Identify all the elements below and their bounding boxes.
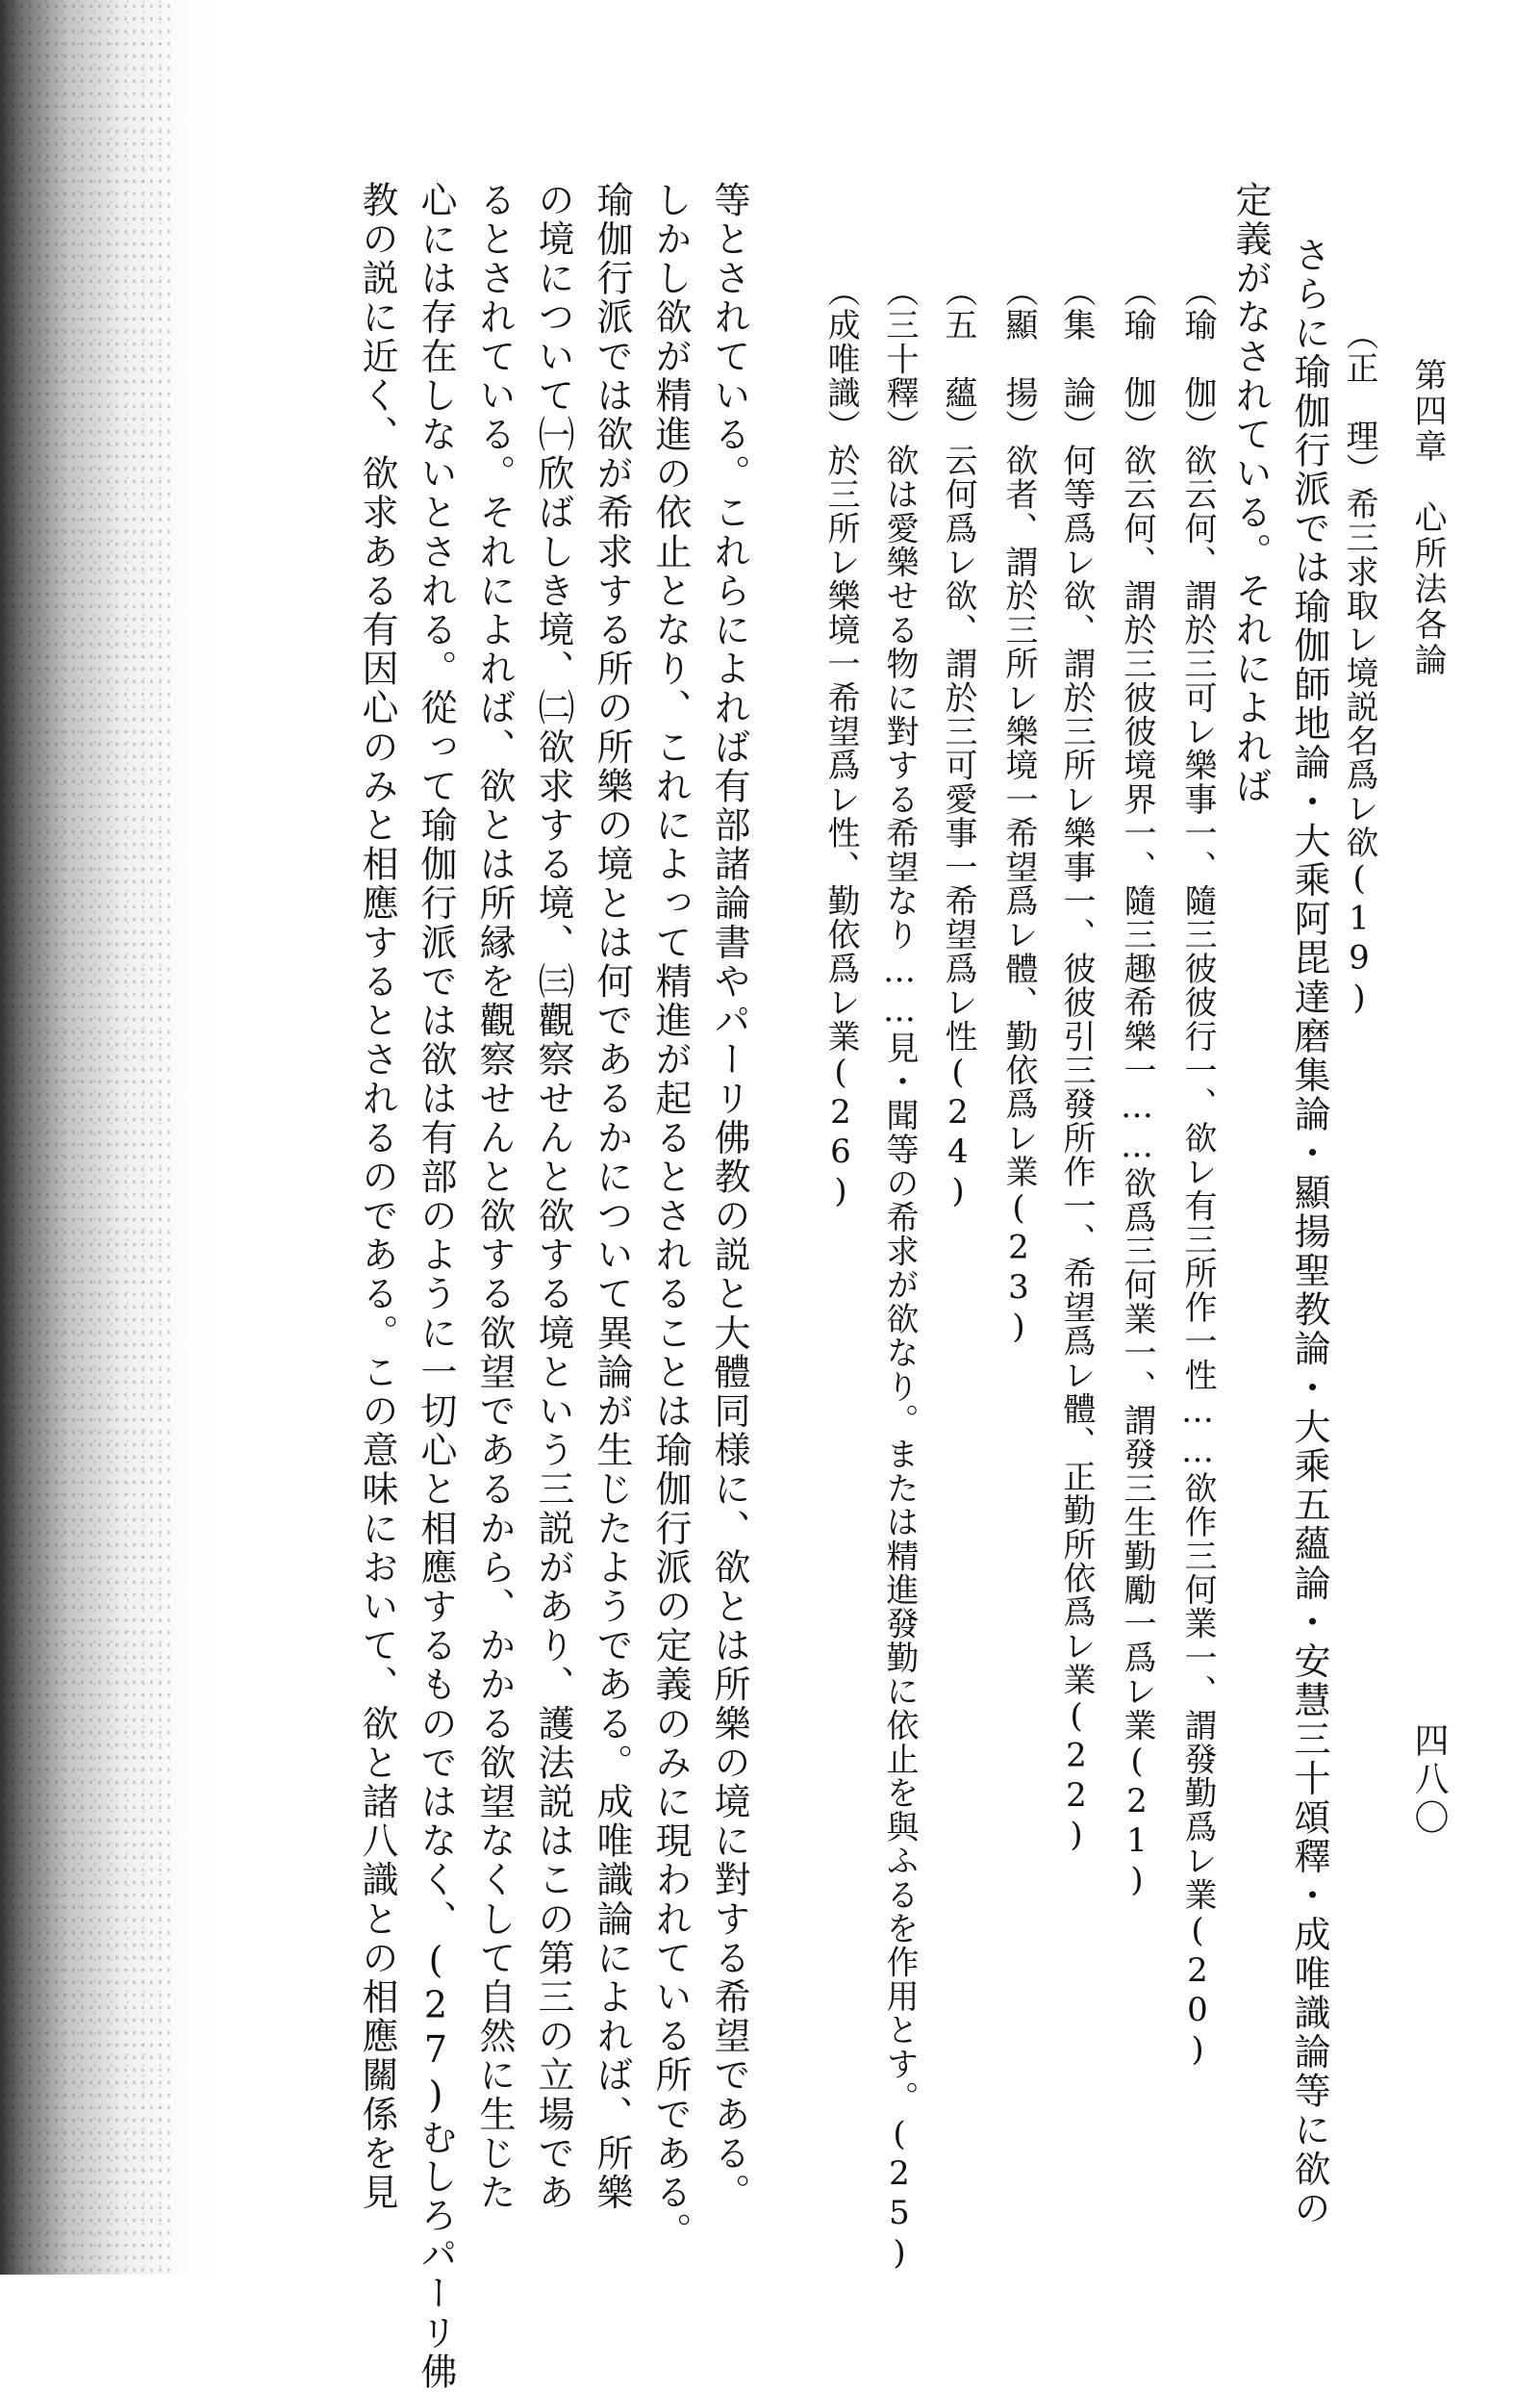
quote-line-yuqie-2: （瑜 伽）欲云何、謂於三彼彼境界一、隨三趣希樂一……欲爲三何業一、謂發三生勤勵一爲レ業(21)	[1118, 274, 1156, 1901]
scan-edge-noise	[0, 0, 173, 2275]
text-column-1: さらに瑜伽行派では瑜伽師地論・大乘阿毘達磨集論・顯揚聖教論・大乘五蘊論・安慧三十頌釋・成唯識論等に欲の	[1288, 236, 1330, 2228]
quote-line-yuqie-1: （瑜 伽）欲云何、謂於三可レ樂事一、隨三彼彼行一、欲レ有三所作一性……欲作三何業一、謂發勤爲レ業(20)	[1178, 274, 1217, 2071]
text-column-5: 瑜伽行派では欲が希求する所の所樂の境とは何であるかについて異論が生じたようである。成唯識論によれば、所樂	[591, 181, 633, 2213]
text-column-2: 定義がなされている。それによれば	[1229, 181, 1272, 806]
quote-line-chengweishi: （成唯識）於三所レ樂境一希望爲レ性、勤依爲レ業(26)	[821, 274, 860, 1212]
quote-line-xianyang: （顯 揚）欲者、謂於三所レ樂境一希望爲レ體、勤依爲レ業(23)	[999, 274, 1038, 1348]
quote-line-sanshishi: （三十釋）欲は愛樂せる物に對する希望なり……見・聞等の希求が欲なり。または精進發勤に依止を與ふるを作用とす。(25)	[880, 274, 919, 2274]
text-column-4: しかし欲が精進の依止となり、これによって精進が起るとされることは瑜伽行派の定義のみに現われている所である。	[649, 181, 692, 2252]
text-column-3: 等とされている。これらによれば有部諸論書やパーリ佛教の説と大體同様に、欲とは所樂の境に對する希望である。	[708, 181, 750, 2213]
quote-line-wuyun: （五 蘊）云何爲レ欲、謂於三可愛事一希望爲レ性(24)	[939, 274, 977, 1212]
text-column-7: るとされている。それによれば、欲とは所縁を觀察せんと欲する欲望であるから、かかる欲望なくして自然に生じた	[473, 181, 516, 2213]
text-column-8: 心には存在しないとされる。從って瑜伽行派では欲は有部のように一切心と相應するものではなく、(27)むしろパーリ佛	[415, 181, 457, 2392]
text-column-6: の境について㈠欣ばしき境、㈡欲求する境、㈢觀察せんと欲する境という三説があり、護法説はこの第三の立場であ	[532, 181, 574, 2213]
page-number: 四八〇	[1409, 1722, 1449, 1838]
quote-line-zhengli: （正 理）希三求取レ境説名爲レ欲(19)	[1340, 318, 1378, 1018]
text-column-9: 教の説に近く、欲求ある有因心のみと相應するとされるのである。この意味において、欲と諸八識との相應關係を見	[356, 181, 398, 2213]
chapter-header: 第四章 心所法各論	[1408, 358, 1447, 678]
quote-line-jilun: （集 論）何等爲レ欲、謂於三所レ樂事一、彼彼引三發所作一、希望爲レ體、正勤所依爲レ業(22)	[1057, 274, 1096, 1856]
